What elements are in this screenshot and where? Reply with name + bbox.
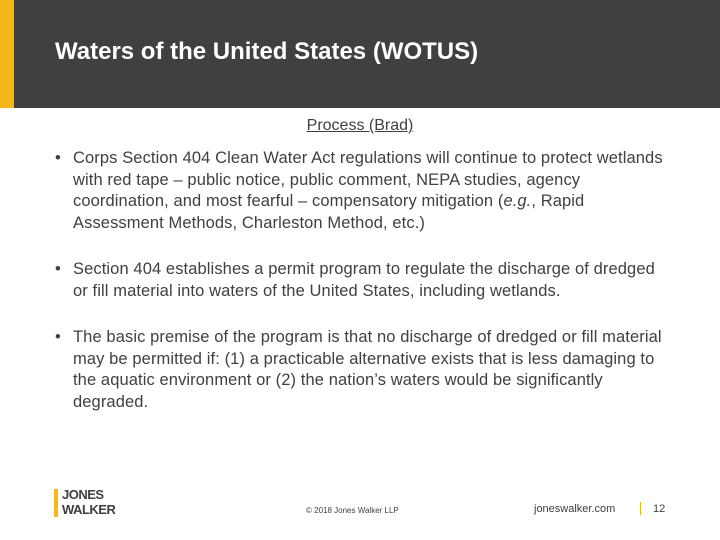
- footer-divider: [640, 502, 641, 515]
- logo-line-2: WALKER: [62, 501, 116, 517]
- page-number: 12: [653, 503, 666, 515]
- bullet-marker: •: [55, 260, 61, 278]
- bullet-text: Corps Section 404 Clean Water Act regulations will continue to protect wetlands with red tape – public notice, public comment, NEPA studies, agency coordination, and most fearful – compensatory mitigation (: [73, 149, 663, 210]
- slide-subtitle: Process (Brad): [306, 117, 414, 134]
- bullet-item: [55, 148, 665, 234]
- bullet-text: , Rapid Assessment Methods, Charleston Method, etc.): [73, 192, 585, 232]
- website-link[interactable]: joneswalker.com: [534, 503, 616, 515]
- bullet-marker: •: [55, 328, 61, 346]
- bullet-text-italic: e.g.: [503, 192, 532, 210]
- bullet-text: Section 404 establishes a permit program to regulate the discharge of dredged or fill material into waters of the United States, including wetlands.: [73, 260, 655, 300]
- logo-line-1: JONES: [62, 487, 104, 502]
- bullet-marker: •: [55, 149, 61, 167]
- slide-title: Waters of the United States (WOTUS): [55, 38, 479, 65]
- bullet-list: [55, 148, 665, 413]
- logo-text: [62, 488, 115, 517]
- bullet-text: The basic premise of the program is that no discharge of dredged or fill material may be permitted if: (1) a practicable alternative exists that is less damaging to the aquatic environment or (2) the nation’s waters would be significantly degraded.: [73, 328, 662, 411]
- copyright-text: © 2018 Jones Walker LLP: [306, 506, 399, 515]
- logo-accent-bar: [54, 489, 58, 517]
- bullet-item: [55, 327, 665, 413]
- bullet-item: [55, 259, 665, 302]
- slide-header: [0, 0, 720, 108]
- header-accent-bar: [0, 0, 14, 108]
